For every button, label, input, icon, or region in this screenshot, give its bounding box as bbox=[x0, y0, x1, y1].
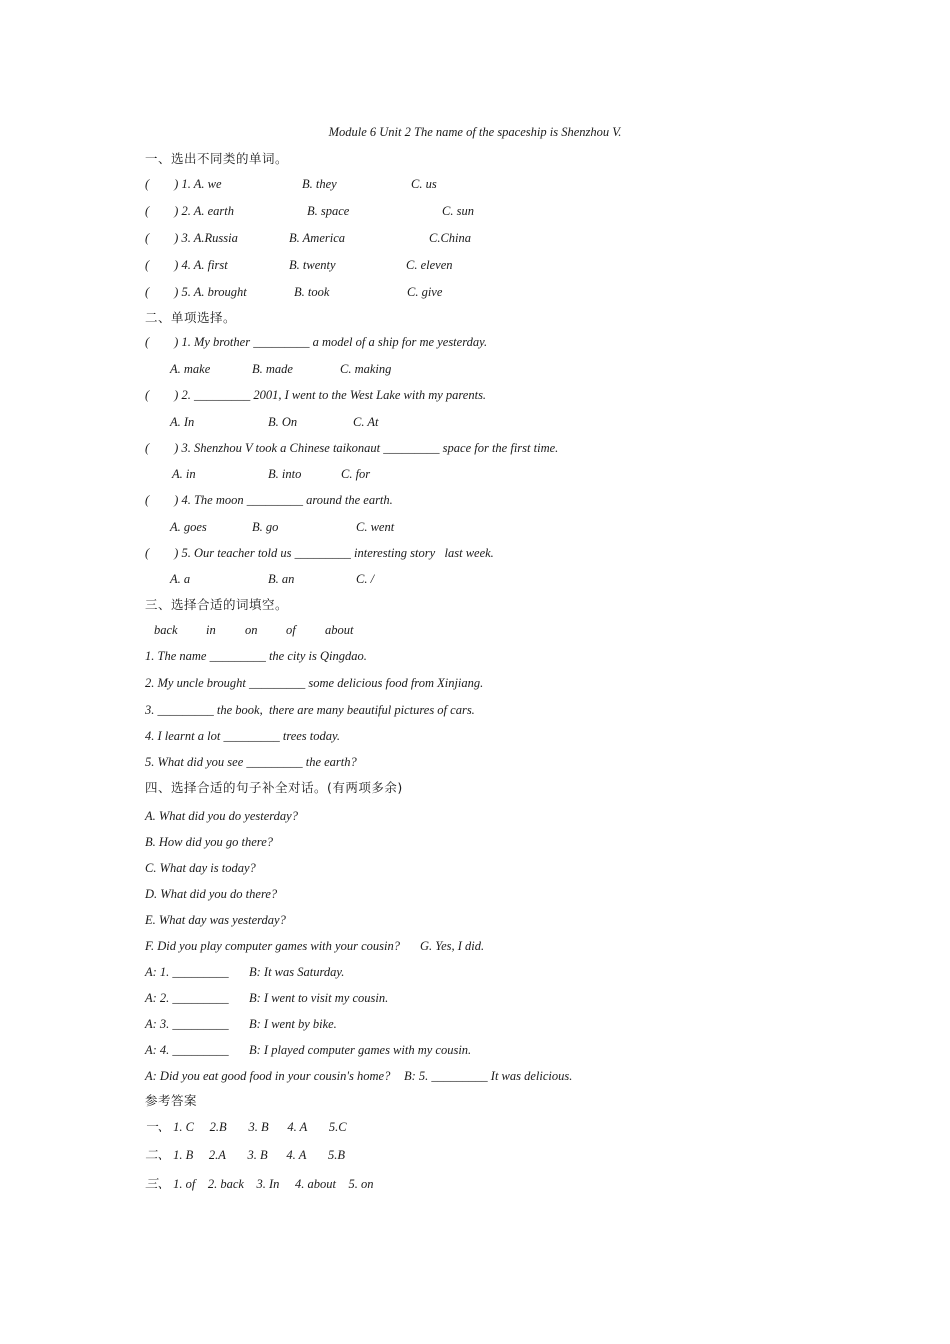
section3-item-5: 5. What did you see _________ the earth? bbox=[145, 755, 357, 769]
section1-item-5 bbox=[145, 284, 247, 300]
option-c: C. / bbox=[356, 572, 375, 586]
option-b: B. took bbox=[294, 285, 330, 299]
section3-item-1: 1. The name _________ the city is Qingdao. bbox=[145, 649, 367, 663]
answers-line-1: 一、 1. C 2.B 3. B 4. A 5.C bbox=[145, 1120, 347, 1134]
option-b: B. twenty bbox=[289, 258, 336, 272]
option-c: C. At bbox=[353, 415, 379, 429]
section3-item-3: 3. _________ the book, there are many beautiful pictures of cars. bbox=[145, 703, 475, 717]
option-b: B. America bbox=[289, 231, 346, 245]
section2-question-2: ( ) 2. _________ 2001, I went to the West Lake with my parents. bbox=[145, 388, 487, 402]
section2-question-5: ( ) 5. Our teacher told us _________ interesting story last week. bbox=[145, 546, 494, 560]
dialog-choice-f: F. Did you play computer games with your cousin? bbox=[145, 939, 400, 953]
section1-heading: 一、选出不同类的单词。 bbox=[145, 151, 289, 166]
dialog-line-b3: B: I went by bike. bbox=[249, 1017, 337, 1031]
dialog-line-b5: B: 5. _________ It was delicious. bbox=[404, 1069, 573, 1083]
section1-item-4 bbox=[145, 257, 228, 273]
option-c: C. us bbox=[411, 177, 437, 191]
word-bank-item: on bbox=[245, 623, 258, 637]
dialog-line-b1: B: It was Saturday. bbox=[249, 965, 345, 979]
dialog-choice-c: C. What day is today? bbox=[145, 861, 256, 875]
dialog-line-a5: A: Did you eat good food in your cousin's home? bbox=[145, 1069, 391, 1083]
section3-heading: 三、选择合适的词填空。 bbox=[145, 597, 289, 612]
dialog-choice-g: G. Yes, I did. bbox=[420, 939, 485, 953]
option-c: C. for bbox=[341, 467, 371, 481]
section2-heading: 二、单项选择。 bbox=[145, 310, 237, 325]
option-b: B. made bbox=[252, 362, 293, 376]
section3-item-2: 2. My uncle brought _________ some delicious food from Xinjiang. bbox=[145, 676, 484, 690]
question-text: ( ) 3. A.Russia bbox=[145, 231, 238, 245]
option-a: A. goes bbox=[170, 520, 207, 534]
option-c: C. went bbox=[356, 520, 395, 534]
dialog-line-b2: B: I went to visit my cousin. bbox=[249, 991, 389, 1005]
section4-heading: 四、选择合适的句子补全对话。(有两项多余) bbox=[145, 780, 403, 795]
section2-question-4: ( ) 4. The moon _________ around the earth. bbox=[145, 493, 393, 507]
option-b: B. into bbox=[268, 467, 302, 481]
option-a: A. in bbox=[172, 467, 196, 481]
option-b: B. go bbox=[252, 520, 279, 534]
option-b: B. space bbox=[307, 204, 350, 218]
dialog-line-a4: A: 4. _________ bbox=[145, 1043, 229, 1057]
section1-item-1 bbox=[145, 176, 222, 192]
option-a: A. In bbox=[170, 415, 195, 429]
section3-item-4: 4. I learnt a lot _________ trees today. bbox=[145, 729, 341, 743]
dialog-line-b4: B: I played computer games with my cousin. bbox=[249, 1043, 472, 1057]
question-text: ( ) 1. A. we bbox=[145, 177, 222, 191]
question-text: ( ) 5. A. brought bbox=[145, 285, 247, 299]
option-c: C. give bbox=[407, 285, 443, 299]
section2-question-1: ( ) 1. My brother _________ a model of a ship for me yesterday. bbox=[145, 335, 488, 349]
dialog-choice-b: B. How did you go there? bbox=[145, 835, 273, 849]
section1-item-3 bbox=[145, 230, 238, 246]
dialog-choice-a: A. What did you do yesterday? bbox=[145, 809, 298, 823]
option-a: A. a bbox=[170, 572, 191, 586]
word-bank-item: back bbox=[154, 623, 178, 637]
dialog-choice-d: D. What did you do there? bbox=[145, 887, 278, 901]
option-c: C. eleven bbox=[406, 258, 453, 272]
dialog-line-a1: A: 1. _________ bbox=[145, 965, 229, 979]
option-a: A. make bbox=[170, 362, 211, 376]
section2-question-3: ( ) 3. Shenzhou V took a Chinese taikonaut _________ space for the first time. bbox=[145, 441, 559, 455]
dialog-line-a2: A: 2. _________ bbox=[145, 991, 229, 1005]
dialog-line-a3: A: 3. _________ bbox=[145, 1017, 229, 1031]
word-bank-item: of bbox=[286, 623, 296, 637]
option-b: B. an bbox=[268, 572, 295, 586]
option-b: B. On bbox=[268, 415, 298, 429]
dialog-choice-e: E. What day was yesterday? bbox=[145, 913, 286, 927]
option-c: C. sun bbox=[442, 204, 474, 218]
answers-line-3: 三、 1. of 2. back 3. In 4. about 5. on bbox=[145, 1177, 374, 1191]
worksheet-title: Module 6 Unit 2 The name of the spaceship is Shenzhou V. bbox=[328, 125, 622, 139]
answers-heading: 参考答案 bbox=[145, 1093, 198, 1108]
section1-item-2 bbox=[145, 203, 234, 219]
option-c: C.China bbox=[429, 231, 472, 245]
question-text: ( ) 2. A. earth bbox=[145, 204, 234, 218]
question-text: ( ) 4. A. first bbox=[145, 258, 228, 272]
option-c: C. making bbox=[340, 362, 392, 376]
option-b: B. they bbox=[302, 177, 337, 191]
word-bank-item: about bbox=[325, 623, 354, 637]
word-bank-item: in bbox=[206, 623, 216, 637]
answers-line-2: 二、 1. B 2.A 3. B 4. A 5.B bbox=[145, 1148, 346, 1162]
